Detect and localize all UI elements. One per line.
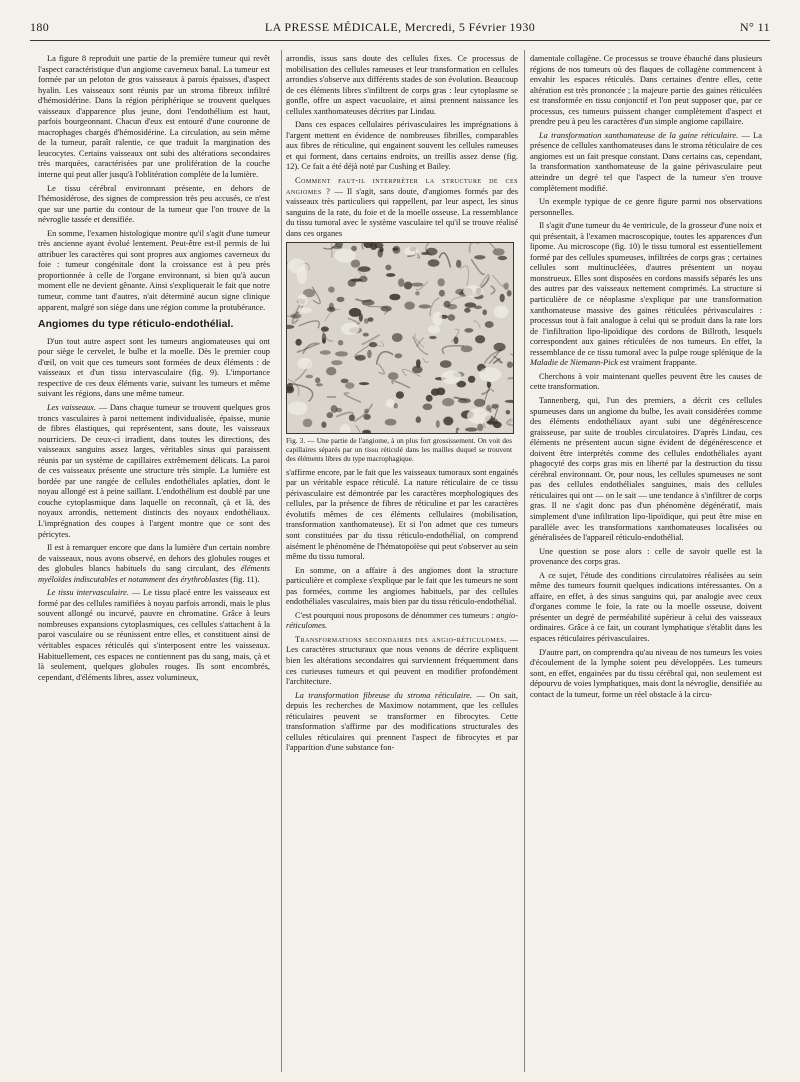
micrograph-nucleus xyxy=(338,340,343,345)
paragraph: D'autre part, on comprendra qu'au niveau de nos tumeurs les voies d'écoulement de la lymphe soient peu développées. Les tumeurs sont, en effet, engainées par du tissu cérébral qui, non seulement est dépourvu de voies lymphatiques, mais dont la névroglie, densifiée au contact de la tumeur, forme un réel obstacle à la circu- xyxy=(530,647,762,699)
paragraph: arrondis, issus sans doute des cellules fixes. Ce processus de mobilisation des cellules rameuses et leur transformation en cellules arrondies s'observe aux différents stades de son évolution. Beaucoup de ces éléments libres s'infiltrent de corps gras : leur cytoplasme se gonfle, offre un aspect vacuolaire, et ainsi prennent naissance les cellules xanthomateuses décrites par Lindau. xyxy=(286,54,518,116)
column-divider-1 xyxy=(281,50,282,1072)
micrograph-nucleus xyxy=(370,243,377,251)
paragraph: Dans ces espaces cellulaires périvasculaires les imprégnations à l'argent mettent en évidence de nombreuses fibrilles, comparables aux fibres de réticuline, qui engainent souvent les cellules rameuses et qui forment, dans certains endroits, un treillis assez dense (fig. 12). Ce fait a été déjà noté par Cushing et Bailey. xyxy=(286,120,518,172)
paragraph: Une question se pose alors : celle de savoir quelle est la provenance des corps gras. xyxy=(530,546,762,567)
column-1 xyxy=(38,54,270,1072)
micrograph-nucleus xyxy=(454,337,459,345)
micrograph-nucleus xyxy=(458,398,471,403)
micrograph-nucleus xyxy=(322,333,326,342)
micrograph-space xyxy=(288,401,308,415)
micrograph-nucleus xyxy=(331,360,342,365)
micrograph-space xyxy=(428,326,441,334)
micrograph-space xyxy=(298,358,313,369)
paragraph xyxy=(38,588,270,683)
paragraph: Le tissu cérébral environnant présente, en dehors de l'hémosidérose, des signes de compression très peu accusés, ce n'est que sur une partie du contour de la tumeur que l'on trouve de la névroglie tassée et densifiée. xyxy=(38,183,270,225)
paragraph-lead: Les vaisseaux. xyxy=(47,402,97,412)
micrograph-nucleus xyxy=(429,336,437,339)
micrograph-space xyxy=(288,259,305,274)
micrograph-space xyxy=(494,306,509,318)
paragraph-lead: Transformations secondaires des angio-réticulomes. xyxy=(295,634,507,644)
micrograph-nucleus xyxy=(494,343,506,351)
micrograph-nucleus xyxy=(358,267,371,273)
micrograph-nucleus xyxy=(335,352,348,357)
micrograph-nucleus xyxy=(395,354,403,359)
micrograph-nucleus xyxy=(388,372,399,380)
micrograph-nucleus xyxy=(442,398,454,406)
micrograph-nucleus xyxy=(426,248,438,256)
micrograph-nucleus xyxy=(363,414,370,420)
micrograph-nucleus xyxy=(336,408,343,412)
micrograph-space xyxy=(386,399,395,408)
micrograph-nucleus xyxy=(398,279,404,288)
italic-phrase: angio-réticulomes. xyxy=(286,610,518,631)
column-3 xyxy=(530,54,762,1072)
micrograph-nucleus xyxy=(392,248,398,251)
figure-3 xyxy=(286,242,512,463)
paragraph-body: Il s'agit d'une tumeur du 4e ventricule, de la grosseur d'une noix et qui présentait, à l'examen macroscopique, toutes les apparences d'un lipome. Au microscope (fig. 10) le tissu tumoral est essentiellement formé par des cellules spumeuses, infiltrées de corps gras ; certaines cellules sont multinucléées, d'autres présentent un noyau monstrueux. Elles sont disposées en cordons massifs séparés les uns des autres par des vaisseaux nettement comprimés. La structure si particulière de ce néoplasme s'explique par une transformation xanthomateuse massive des gaines réticulées périvasculaires : processus tout à fait analogue à celui qui se produit dans la rate lors de l'infiltration lipo-lipoïdique des cordons de Billroth, lesquels correspondent aux gaines réticulées de nos tumeurs. En effet, la ressemblance de ce tissu tumoral avec la pulpe rouge splénique de la xyxy=(530,221,762,357)
micrograph-nucleus xyxy=(443,417,453,426)
paragraph-body: (fig. 11). xyxy=(228,574,260,584)
micrograph-nucleus xyxy=(507,290,512,296)
micrograph-nucleus xyxy=(381,306,392,312)
paragraph-body: — Le tissu placé entre les vaisseaux est formé par des cellules ramifiées à noyau parfois arrondi, mais le plus souvent allongé ou incurvé, pauvre en chromatine. Grâce à leurs nombreuses expansions cytoplasmiques, ces cellules s'attachent à la paroi vasculaire ou se réunissent entre elles, et constituent ainsi de véritables espaces réticulés qui s'interposent entre les vaisseaux. Habituellement, ces espaces ne contiennent pas du sang, mais, çà et là seulement, quelques globules rouges. Ils sont encombrés, cependant, d'éléments libres, assez volumineux, xyxy=(38,588,270,682)
micrograph-nucleus xyxy=(386,273,395,277)
micrograph-nucleus xyxy=(337,297,345,302)
paragraph-body: Il est à remarquer encore que dans la lumière d'un certain nombre de vaisseaux, nous avons observé, en dehors des globules rouges et des globules blancs habituels du sang circulant, des xyxy=(38,543,270,574)
micrograph-nucleus xyxy=(464,308,470,313)
paragraph: En somme, on a affaire à des angiomes dont la structure particulière et complexe s'explique par le fait que les tumeurs ne sont pas formées, comme les angiomes habituels, par des cellules endothéliales vasculaires, mais bien par du tissu réticulo-endothélial. xyxy=(286,565,518,607)
micrograph-nucleus xyxy=(487,382,491,389)
micrograph-nucleus xyxy=(404,302,415,310)
paragraph: D'un tout autre aspect sont les tumeurs angiomateuses qui ont pour siège le cervelet, le bulbe et la moelle. Dès le premier coup d'œil, on voit que ces tumeurs sont formées de deux éléments : de vaisseaux et d'un tissu intervasculaire (fig. 9). L'importance respective de ces deux éléments varie, suivant les tumeurs et même suivant les régions, dans une même tumeur. xyxy=(38,336,270,399)
micrograph-nucleus xyxy=(440,361,452,369)
micrograph-nucleus xyxy=(474,255,485,259)
micrograph-nucleus xyxy=(404,282,412,290)
micrograph-nucleus xyxy=(504,283,509,290)
micrograph-nucleus xyxy=(396,391,404,399)
micrograph-nucleus xyxy=(321,422,326,428)
micrograph-space xyxy=(479,368,501,383)
micrograph-nucleus xyxy=(461,346,473,353)
paragraph: damentale collagène. Ce processus se trouve ébauché dans plusieurs régions de nos tumeurs où des flaques de collagène commencent à envahir les espaces réticulés. Dans certaines d'entre elles, cette altération est très prononcée ; la majeure partie des gaines réticulées est transformée en tissu conjonctif et l'on peut supposer que, par ce processus, ces tumeurs puissent changer complètement d'aspect et prendre peu à peu les caractères d'un simple angiome capillaire. xyxy=(530,54,762,127)
micrograph-nucleus xyxy=(295,339,301,346)
micrograph-nucleus xyxy=(477,424,483,432)
paragraph: s'affirme encore, par le fait que les vaisseaux tumoraux sont engainés par un véritable espace réticulé. La nature réticulaire de ce tissu périvasculaire est démontrée par les caractères morphologiques des cellules, par la présence de fibres de réticuline et par les caractères évolutifs mêmes de ces éléments cellulaires (mobilisation, transformation xanthomateuse). Et si l'on admet que ces tumeurs sont constituées par du tissu réticulo-endothélial, on comprend aisément le phénomène de l'hématopoïèse qui peut s'observer au sein même du tissu tumoral. xyxy=(286,467,518,562)
micrograph-nucleus xyxy=(436,420,440,428)
running-header xyxy=(30,20,770,38)
figure-caption: Fig. 3. — Une partie de l'angiome, à un plus fort grossissement. On voit des capillaires séparés par un tissu réticulé dans les mailles duquel se trouvent des éléments libres du type macrophagique. xyxy=(286,436,512,463)
micrograph-nucleus xyxy=(444,301,451,308)
paragraph-body: — Il s'agit, sans doute, d'angiomes formés par des vaisseaux très particuliers qui rappellent, par leur aspect, les sinus sanguins de la rate, du foie et de la moelle osseuse. La ressemblance du tissu tumoral avec le système vasculaire tel qu'il se trouve réalisé dans ces organes xyxy=(286,186,518,238)
micrograph-nucleus xyxy=(419,305,431,309)
micrograph-nucleus xyxy=(363,333,369,337)
micrograph-nucleus xyxy=(315,378,320,384)
micrograph-nucleus xyxy=(474,306,482,310)
micrograph-nucleus xyxy=(355,355,366,361)
micrograph-nucleus xyxy=(464,328,473,333)
paragraph-body: — La présence de cellules xanthomateuses dans le stroma réticulaire de ces angiomes est un fait presque constant. Dans certains cas, cependant, la transformation xanthomateuse de la gaine périvasculaire peut atteindre un degré tel que l'aspect de la tumeur s'en trouve complètement modifié. xyxy=(530,130,762,193)
paragraph xyxy=(286,176,518,239)
paragraph-lead: La transformation fibreuse du stroma réticulaire. xyxy=(295,690,472,700)
micrograph-nucleus xyxy=(349,415,355,422)
micrograph-nucleus xyxy=(316,383,323,386)
micrograph-nucleus xyxy=(362,430,371,434)
paragraph xyxy=(38,543,270,585)
paragraph-lead: Le tissu intervasculaire. xyxy=(47,588,129,598)
paragraph xyxy=(530,131,762,194)
micrograph-nucleus xyxy=(286,383,293,392)
micrograph-nucleus xyxy=(438,278,445,286)
micrograph-nucleus xyxy=(475,335,485,343)
paragraph: Tannenberg, qui, l'un des premiers, a décrit ces cellules spumeuses dans un angiome du bulbe, les avait considérées comme des éléments endothéliaux ayant subi une dégénérescence graisseuse, par suite de troubles circulatoires. D'après Lindau, ces éléments ne présentent aucun signe évident de dégénérescence et doivent être interprétés comme des cellules endothéliales ayant phagocyté des corps gras mis en liberté par la destruction du tissu cérébral environnant. Or, pour nous, les cellules spumeuses ne sont pas des cellules endothéliales sanguines, mais des cellules réticulaires qui ont — on le sait — une tendance à s'infiltrer de corps gras. Il ne s'agit donc pas d'un phénomène dégénératif, mais simplement d'une infiltration lipo-lipoïdique, qui peut être mise en parallèle avec les transformations xanthomateuses localisées ou généralisées de l'appareil réticulo-endothélial. xyxy=(530,395,762,543)
micrograph-nucleus xyxy=(303,419,313,428)
micrograph-nucleus xyxy=(367,350,372,358)
micrograph-nucleus xyxy=(423,404,433,411)
micrograph-nucleus xyxy=(415,291,420,295)
section-heading: Angiomes du type réticulo-endothélial. xyxy=(38,319,234,331)
micrograph-nucleus xyxy=(448,315,455,322)
micrograph-nucleus xyxy=(359,382,369,385)
micrograph-nucleus xyxy=(341,379,349,384)
micrograph-space xyxy=(298,308,312,314)
paragraph xyxy=(286,611,518,632)
micrograph-nucleus xyxy=(348,279,356,287)
micrograph-nucleus xyxy=(389,294,400,301)
micrograph-space xyxy=(432,312,442,326)
micrograph-nucleus xyxy=(392,333,403,342)
micrograph-nucleus xyxy=(326,367,336,375)
page-number: 180 xyxy=(30,20,50,34)
paragraph-body: — On sait, depuis les recherches de Maximow notamment, que les cellules réticulaires peuvent se transformer en fibrocytes. Cette transformation s'affirme par des modifications structurales des cellules réticulaires qui prennent l'aspect de fibrocytes et par l'apparition d'une substance fon- xyxy=(286,690,518,753)
paragraph xyxy=(286,635,518,688)
micrograph-nucleus xyxy=(465,428,478,432)
micrograph-nucleus xyxy=(428,259,440,267)
micrograph-space xyxy=(463,285,483,297)
column-2 xyxy=(286,54,518,1072)
micrograph-nucleus xyxy=(426,395,433,402)
paragraph-body: — Dans chaque tumeur se trouvent quelques gros troncs vasculaires à paroi nettement individualisée, épaisse, munie de fibres élastiques, qui représentent, sans doute, les vaisseaux nourriciers. De ceux-ci irradient, dans toutes les directions, des vaisseaux sanguins assez larges, véritables sinus qui paraissent réunis par un système de capillaires extrêmement délicats. La paroi de ces vaisseaux présente une structure très simple. La lumière est bordée par une rangée de cellules endothéliales aplaties, dont le noyau allongé est à peine saillant. L'endothélium est doublé par une couche cytoplasmique dans laquelle on reconnaît, çà et là, des noyaux arrondis, nettement distincts des noyaux endothéliaux. L'imprégnation des coupes à l'argent montre que ce sont des péricytes. xyxy=(38,402,270,539)
micrograph-nucleus xyxy=(416,417,421,424)
paragraph-lead: Comment faut-il interpréter la structure de ces angiomes ? xyxy=(286,176,518,196)
micrograph-nucleus xyxy=(498,256,508,260)
micrograph-nucleus xyxy=(500,294,505,302)
micrograph-nucleus xyxy=(351,260,360,268)
paragraph xyxy=(38,403,270,540)
micrograph-nucleus xyxy=(320,350,331,355)
paragraph-body: — Les caractères structuraux que nous venons de décrire expliquent bien les altérations secondaires qui surviennent fréquemment dans ces curieuses tumeurs et qui peuvent en modifier profondément l'architecture. xyxy=(286,634,518,687)
micrograph-nucleus xyxy=(385,265,391,271)
micrograph-nucleus xyxy=(506,410,511,415)
header-rule xyxy=(30,40,770,41)
micrograph-nucleus xyxy=(385,419,397,426)
micrograph-space xyxy=(467,408,491,424)
paragraph: La figure 8 reproduit une partie de la première tumeur qui revêt l'aspect caractéristique d'un angiome caverneux banal. La tumeur est formée par un peloton de gros vaisseaux à parois épaisses, d'aspect hyalin. Les vaisseaux sont réunis par un stroma fibreux infiltré d'hémosidérine. Dans la région périphérique se trouvent quelques vaisseaux d'apparence plus jeune, dont l'endothélium est haut, parfois bourgeonnant. Chacun d'eux est entouré d'une couronne de macrophages chargés d'hémosidérine. La circulation, au sein même de la tumeur, paraît ralentie, ce que traduit la margination des leucocytes. Certains vaisseaux ont subi des altérations secondaires très marquées, caractérisées par une prolifération de la couche interne qui peut aller jusqu'à l'oblitération complète de la lumière. xyxy=(38,54,270,180)
micrograph-space xyxy=(297,294,307,306)
paragraph-body: est vraiment frappante. xyxy=(617,358,697,368)
micrograph-nucleus xyxy=(411,283,424,287)
micrograph-nucleus xyxy=(328,287,335,293)
micrograph-nucleus xyxy=(493,248,505,255)
paragraph xyxy=(286,691,518,754)
micrograph-nucleus xyxy=(345,383,354,390)
micrograph-nucleus xyxy=(332,246,343,249)
micrograph-nucleus xyxy=(321,327,329,332)
micrograph-nucleus xyxy=(468,376,475,383)
micrograph-nucleus xyxy=(364,409,369,414)
micrograph-space xyxy=(334,249,355,263)
column-divider-2 xyxy=(524,50,525,1072)
paragraph: En somme, l'examen histologique montre qu'il s'agit d'une tumeur très ancienne ayant évolué lentement. Peut-être est-il permis de lui attribuer les caractères qui sont propres aux angiomes caverneux du foie : tumeur congénitale dont la croissance est à peu près proportionnée à celle de l'organe environnant, si bien qu'à aucun moment elle ne devient gênante. Ainsi s'expliquerait le fait que notre tumeur, comme tant d'autres, n'ait déterminé aucun signe clinique apparent, malgré son siège dans une région comme la protubérance. xyxy=(38,228,270,312)
micrograph-space xyxy=(441,371,462,385)
paragraph: Un exemple typique de ce genre figure parmi nos observations personnelles. xyxy=(530,197,762,217)
micrograph-nucleus xyxy=(329,303,334,311)
micrograph-nucleus xyxy=(290,314,301,319)
micrograph-nucleus xyxy=(456,260,461,268)
italic-phrase: éléments myéloïdes indiscutables et notamment des érythroblastes xyxy=(38,564,270,584)
micrograph-nucleus xyxy=(482,310,487,316)
micrograph-nucleus xyxy=(362,300,375,306)
paragraph-body: C'est pourquoi nous proposons de dénommer ces tumeurs : xyxy=(295,610,497,620)
paragraph-lead: La transformation xanthomateuse de la gaine réticulaire. xyxy=(539,130,739,140)
micrograph-nucleus xyxy=(491,404,499,409)
micrograph-nucleus xyxy=(439,290,445,297)
micrograph-nucleus xyxy=(359,314,363,322)
micrograph-space xyxy=(404,247,419,255)
paragraph: A ce sujet, l'étude des conditions circulatoires réalisées au sein même des tumeurs fournit quelques indications intéressantes. On a affaire, en effet, à des sinus sanguins qui, par analogie avec ceux d'organes comme le foie, la rate ou la moelle osseuse, doivent présenter un degré de perméabilité supérieur à celui des vaisseaux ordinaires. Grâce à ce fait, un courant lymphatique s'établit dans les espaces réticulaires périvasculaires. xyxy=(530,570,762,643)
micrograph-nucleus xyxy=(306,375,314,378)
micrograph-nucleus xyxy=(327,412,334,418)
micrograph-space xyxy=(341,323,360,335)
paragraph: Cherchons à voir maintenant quelles peuvent être les causes de cette transformation. xyxy=(530,371,762,392)
micrograph-nucleus xyxy=(507,362,513,368)
running-title: LA PRESSE MÉDICALE, Mercredi, 5 Février 1930 xyxy=(264,20,536,34)
micrograph-nucleus xyxy=(485,321,494,328)
issue-number: N° 11 xyxy=(739,20,770,34)
micrograph-nucleus xyxy=(369,342,377,347)
micrograph-nucleus xyxy=(474,399,485,407)
paragraph xyxy=(530,221,762,369)
micrograph-nucleus xyxy=(416,359,421,368)
micrograph-nucleus xyxy=(379,247,383,252)
micrograph-nucleus xyxy=(364,318,369,324)
italic-phrase: Maladie de Niemann-Pick xyxy=(530,358,618,368)
micrograph-nucleus xyxy=(436,388,445,396)
micrograph-nucleus xyxy=(487,421,494,424)
micrograph-image xyxy=(286,242,514,434)
